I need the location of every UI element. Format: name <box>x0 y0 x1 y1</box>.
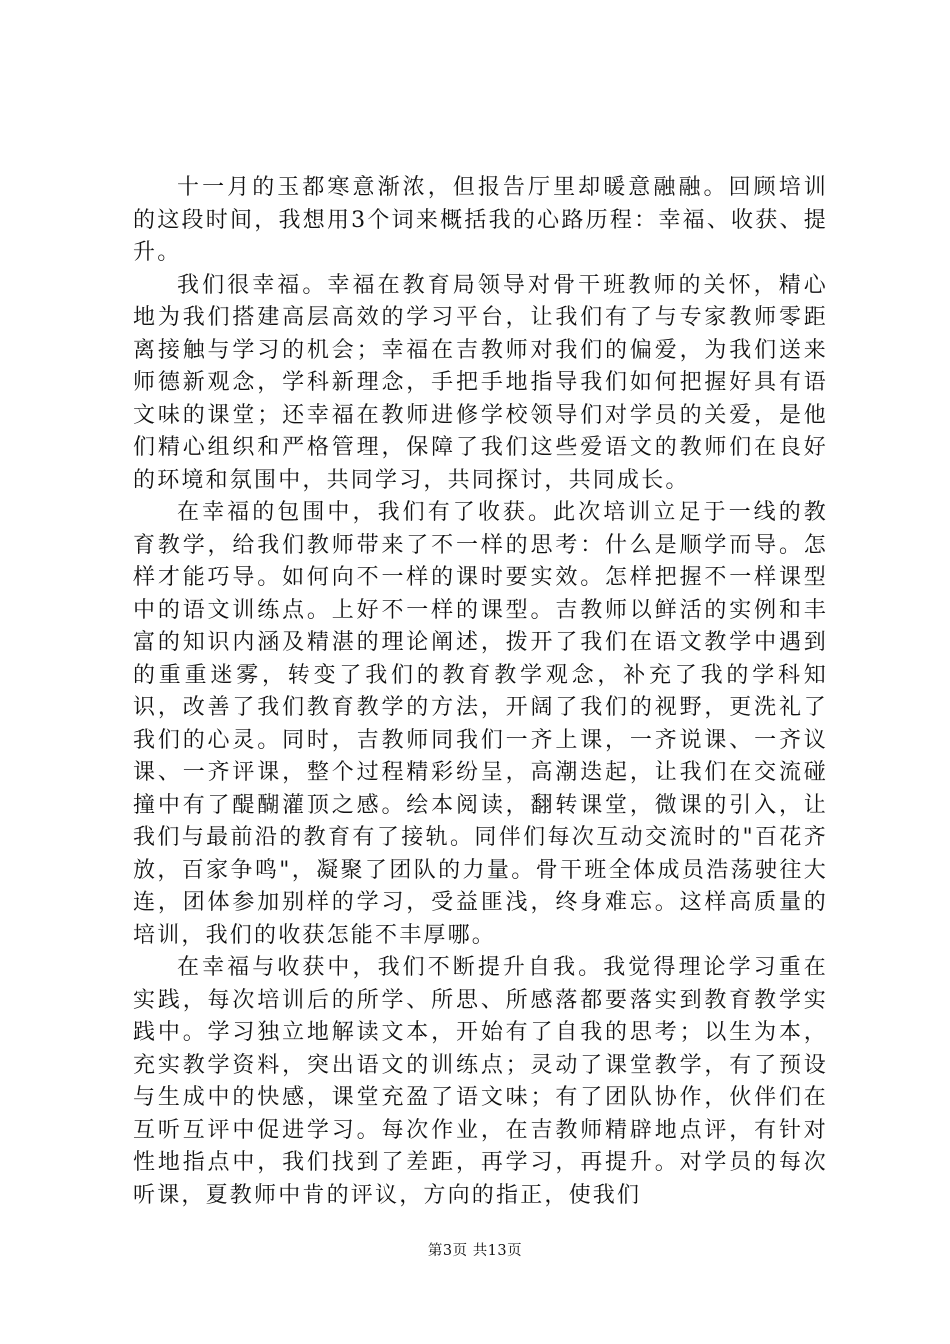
paragraph-3: 在幸福的包围中，我们有了收获。此次培训立足于一线的教育教学，给我们教师带来了不一样的思考：什么是顺学而导。怎样才能巧导。如何向不一样的课时要实效。怎样把握不一样课型中的语文训练点。上好不一样的课型。吉教师以鲜活的实例和丰富的知识内涵及精湛的理论阐述，拨开了我们在语文教学中遇到的重重迷雾，转变了我们的教育教学观念，补充了我的学科知识，改善了我们教育教学的方法，开阔了我们的视野，更洗礼了我们的心灵。同时，吉教师同我们一齐上课，一齐说课、一齐议课、一齐评课，整个过程精彩纷呈，高潮迭起，让我们在交流碰撞中有了醍醐灌顶之感。绘本阅读，翻转课堂，微课的引入，让我们与最前沿的教育有了接轨。同伴们每次互动交流时的"百花齐放，百家争鸣"，凝聚了团队的力量。骨干班全体成员浩荡驶往大连，团体参加别样的学习，受益匪浅，终身难忘。这样高质量的培训，我们的收获怎能不丰厚哪。 <box>133 500 828 948</box>
page-number: 第3页 <box>427 1243 468 1259</box>
page-footer <box>0 1241 950 1261</box>
page-total: 共13页 <box>472 1243 523 1259</box>
paragraph-4: 在幸福与收获中，我们不断提升自我。我觉得理论学习重在实践，每次培训后的所学、所思、所感落都要落实到教育教学实践中。学习独立地解读文本，开始有了自我的思考；以生为本，充实教学资料，突出语文的训练点；灵动了课堂教学，有了预设与生成中的快感，课堂充盈了语文味；有了团队协作，伙伴们在互听互评中促进学习。每次作业，在吉教师精辟地点评，有针对性地指点中，我们找到了差距，再学习，再提升。对学员的每次听课，夏教师中肯的评议，方向的指正，使我们 <box>133 955 828 1208</box>
paragraph-1: 十一月的玉都寒意渐浓，但报告厅里却暖意融融。回顾培训的这段时间，我想用3个词来概括我的心路历程：幸福、收获、提升。 <box>133 175 828 265</box>
paragraph-2: 我们很幸福。幸福在教育局领导对骨干班教师的关怀，精心地为我们搭建高层高效的学习平台，让我们有了与专家教师零距离接触与学习的机会；幸福在吉教师对我们的偏爱，为我们送来师德新观念，学科新理念，手把手地指导我们如何把握好具有语文味的课堂；还幸福在教师进修学校领导们对学员的关爱，是他们精心组织和严格管理，保障了我们这些爱语文的教师们在良好的环境和氛围中，共同学习，共同探讨，共同成长。 <box>133 272 828 493</box>
document-body <box>133 172 828 1212</box>
